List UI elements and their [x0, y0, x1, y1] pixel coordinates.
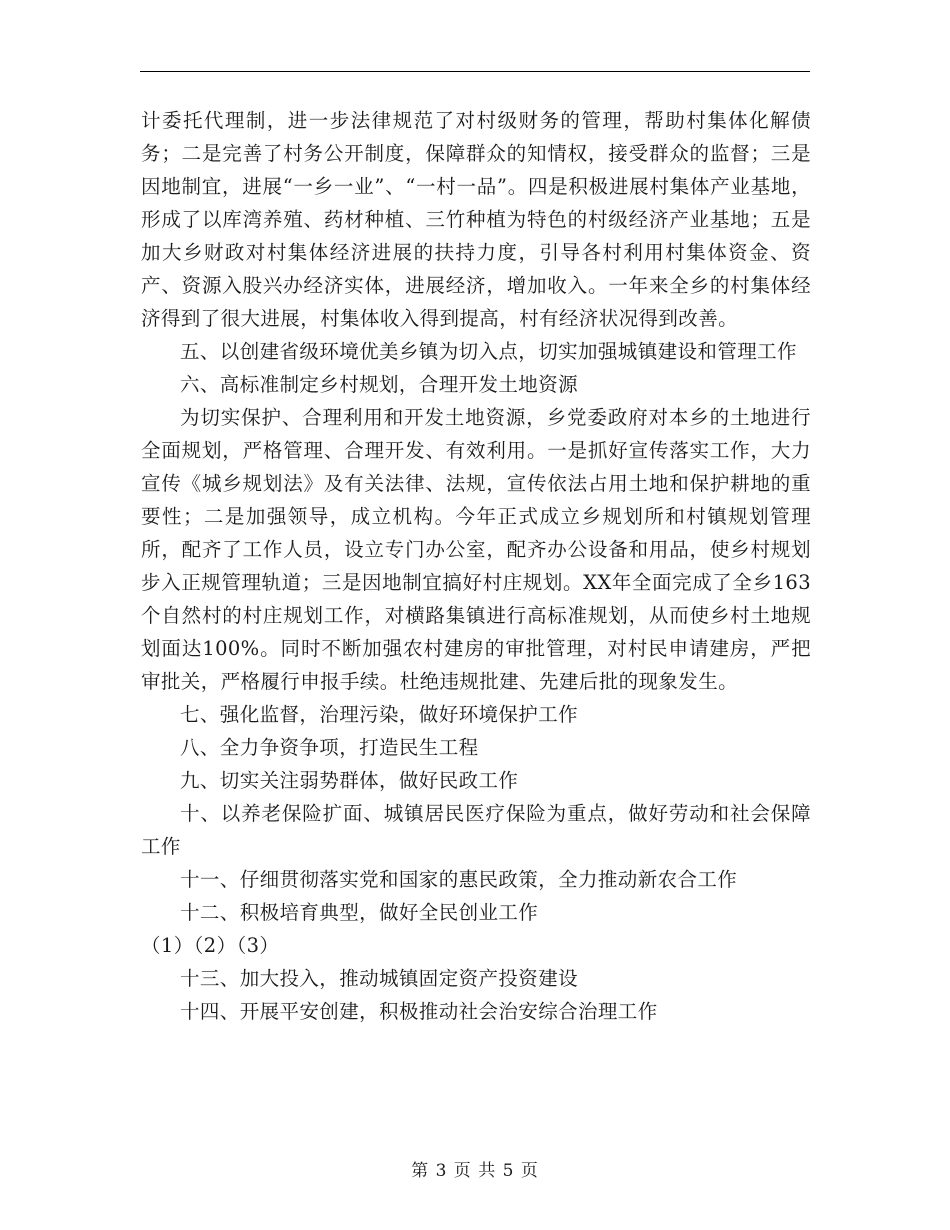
sub-item-list: （1）（2）（3） — [141, 934, 280, 957]
heading-section-7: 七、强化监督，治理污染，做好环境保护工作 — [180, 703, 579, 726]
heading-section-13: 十三、加大投入，推动城镇固定资产投资建设 — [180, 967, 579, 990]
heading-section-11: 十一、仔细贯彻落实党和国家的惠民政策，全力推动新农合工作 — [180, 868, 738, 891]
heading-section-10: 十、以养老保险扩面、城镇居民医疗保险为重点，做好劳动和社会保障工作 — [141, 802, 811, 858]
document-body — [141, 104, 811, 1028]
heading-section-12: 十二、积极培育典型，做好全民创业工作 — [180, 901, 539, 924]
heading-section-9: 九、切实关注弱势群体，做好民政工作 — [180, 769, 519, 792]
paragraph-village-finance: 计委托代理制，进一步法律规范了对村级财务的管理，帮助村集体化解债务；二是完善了村务公开制度，保障群众的知情权，接受群众的监督；三是因地制宜，进展“一乡一业”、“一村一品”。四是积极进展村集体产业基地，形成了以库湾养殖、药材种植、三竹种植为特色的村级经济产业基地；五是加大乡财政对村集体经济进展的扶持力度，引导各村利用村集体资金、资产、资源入股兴办经济实体，进展经济，增加收入。一年来全乡的村集体经济得到了很大进展，村集体收入得到提高，村有经济状况得到改善。 — [141, 109, 811, 330]
page-number-footer: 第 3 页 共 5 页 — [411, 1161, 539, 1181]
heading-section-14: 十四、开展平安创建，积极推动社会治安综合治理工作 — [180, 1000, 658, 1023]
header-rule — [140, 71, 810, 72]
paragraph-land-planning: 为切实保护、合理利用和开发土地资源，乡党委政府对本乡的土地进行全面规划，严格管理、合理开发、有效利用。一是抓好宣传落实工作，大力宣传《城乡规划法》及有关法律、法规，宣传依法占用土地和保护耕地的重要性；二是加强领导，成立机构。今年正式成立乡规划所和村镇规划管理所，配齐了工作人员，设立专门办公室，配齐办公设备和用品，使乡村规划步入正规管理轨道；三是因地制宜搞好村庄规划。XX年全面完成了全乡163个自然村的村庄规划工作，对横路集镇进行高标准规划，从而使乡村土地规划面达100%。同时不断加强农村建房的审批管理，对村民申请建房，严把审批关，严格履行申报手续。杜绝违规批建、先建后批的现象发生。 — [141, 406, 811, 693]
heading-section-5: 五、以创建省级环境优美乡镇为切入点，切实加强城镇建设和管理工作 — [180, 340, 797, 363]
heading-section-8: 八、全力争资争项，打造民生工程 — [180, 736, 479, 759]
heading-section-6: 六、高标准制定乡村规划，合理开发土地资源 — [180, 373, 579, 396]
